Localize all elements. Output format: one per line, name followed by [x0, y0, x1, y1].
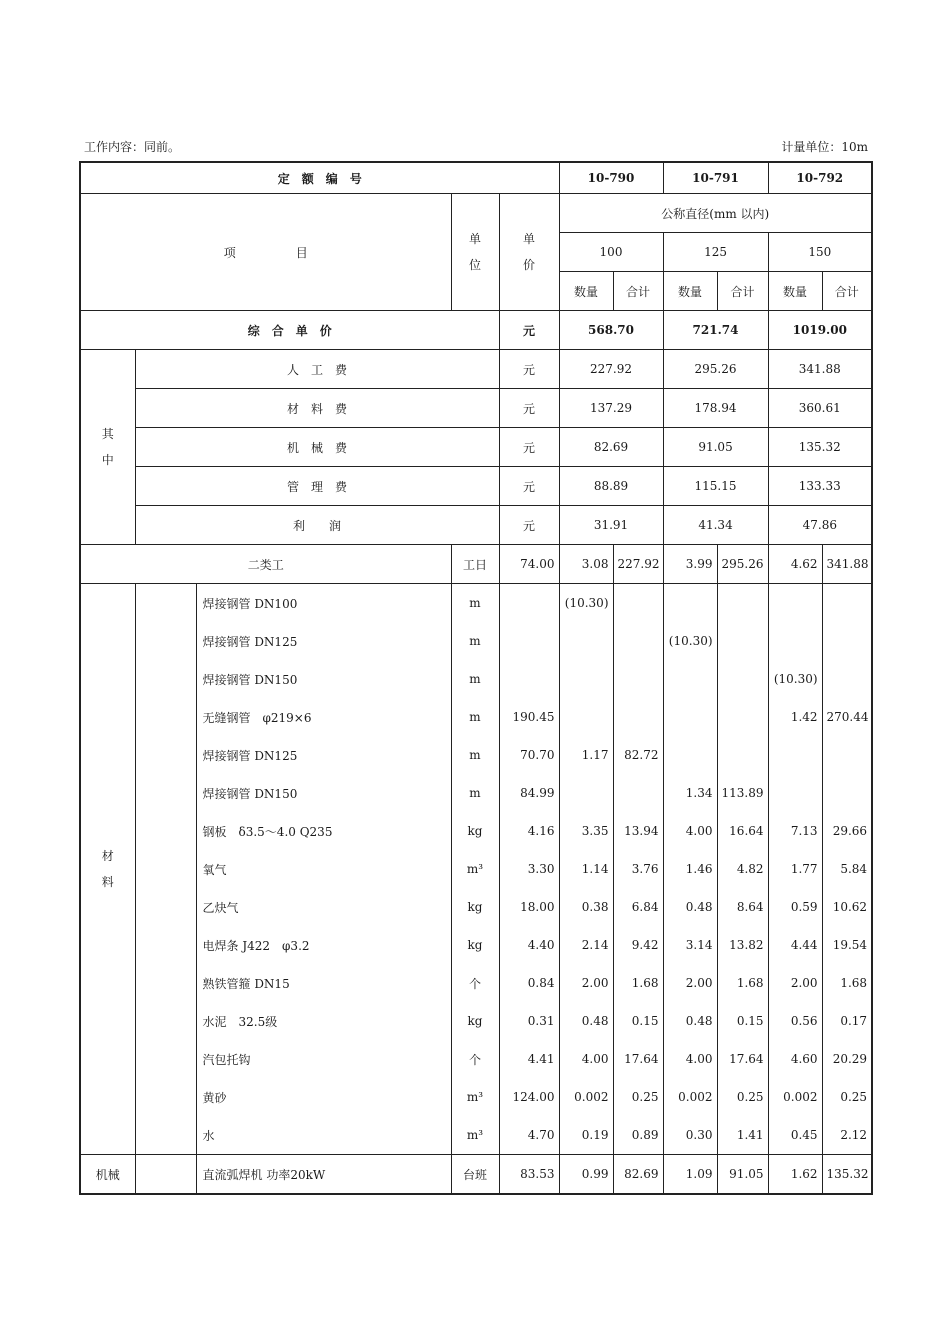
material-cell: 1.42 — [768, 698, 822, 736]
material-cell: 16.64 — [717, 812, 768, 850]
composite-unit: 元 — [499, 311, 559, 350]
material-cell: 4.00 — [559, 1040, 613, 1078]
material-price: 4.41 — [499, 1040, 559, 1078]
material-row — [80, 660, 872, 698]
breakdown-value: 31.91 — [559, 506, 663, 545]
material-name: 水 — [196, 1116, 451, 1155]
material-cell — [822, 660, 872, 698]
material-cell: 4.00 — [663, 1040, 717, 1078]
machinery-cell: 1.09 — [663, 1155, 717, 1195]
breakdown-label: 人 工 费 — [135, 350, 499, 389]
quota-code: 10-790 — [559, 162, 663, 194]
material-cell: 0.48 — [663, 888, 717, 926]
material-cell — [822, 774, 872, 812]
material-group-label — [80, 584, 135, 1155]
material-cell: 113.89 — [717, 774, 768, 812]
material-cell — [559, 698, 613, 736]
breakdown-unit: 元 — [499, 428, 559, 467]
breakdown-unit: 元 — [499, 389, 559, 428]
material-cell — [717, 698, 768, 736]
machinery-cell: 1.62 — [768, 1155, 822, 1195]
material-cell: 0.002 — [663, 1078, 717, 1116]
material-price: 18.00 — [499, 888, 559, 926]
material-price: 124.00 — [499, 1078, 559, 1116]
material-price: 4.40 — [499, 926, 559, 964]
material-cell: 3.35 — [559, 812, 613, 850]
material-cell: 9.42 — [613, 926, 663, 964]
price-header-char: 价 — [522, 258, 535, 272]
machinery-row — [80, 1155, 872, 1195]
material-row — [80, 736, 872, 774]
breakdown-value: 178.94 — [663, 389, 768, 428]
material-name: 熟铁管箍 DN15 — [196, 964, 451, 1002]
breakdown-label: 机 械 费 — [135, 428, 499, 467]
material-cell: 0.38 — [559, 888, 613, 926]
price-header — [499, 194, 559, 311]
material-cell: 0.15 — [613, 1002, 663, 1040]
unit-header — [451, 194, 499, 311]
material-name: 钢板 δ3.5～4.0 Q235 — [196, 812, 451, 850]
material-cell — [717, 584, 768, 623]
among-group-label — [80, 350, 135, 545]
material-name: 焊接钢管 DN150 — [196, 774, 451, 812]
machinery-cell: 91.05 — [717, 1155, 768, 1195]
material-unit: m — [451, 660, 499, 698]
material-cell — [613, 774, 663, 812]
breakdown-value: 47.86 — [768, 506, 872, 545]
material-cell: 2.14 — [559, 926, 613, 964]
material-row — [80, 850, 872, 888]
material-cell — [613, 584, 663, 623]
breakdown-row — [80, 506, 872, 545]
material-name: 无缝钢管 φ219×6 — [196, 698, 451, 736]
material-cell: 13.94 — [613, 812, 663, 850]
material-unit: 个 — [451, 964, 499, 1002]
material-subgroup — [135, 584, 196, 1155]
machinery-price: 83.53 — [499, 1155, 559, 1195]
breakdown-value: 115.15 — [663, 467, 768, 506]
material-row — [80, 698, 872, 736]
breakdown-row — [80, 350, 872, 389]
material-cell: 2.12 — [822, 1116, 872, 1155]
unit-header-char: 位 — [468, 258, 481, 272]
material-cell: (10.30) — [768, 660, 822, 698]
material-cell: 4.60 — [768, 1040, 822, 1078]
material-unit: kg — [451, 926, 499, 964]
material-cell — [717, 660, 768, 698]
breakdown-value: 135.32 — [768, 428, 872, 467]
composite-label: 综 合 单 价 — [80, 311, 499, 350]
work-content: 工作内容：同前。 — [84, 140, 181, 154]
labor-cell: 341.88 — [822, 545, 872, 584]
breakdown-unit: 元 — [499, 350, 559, 389]
material-row — [80, 584, 872, 623]
material-cell: 1.34 — [663, 774, 717, 812]
material-unit: m — [451, 774, 499, 812]
material-cell — [822, 622, 872, 660]
material-price — [499, 584, 559, 623]
breakdown-value: 295.26 — [663, 350, 768, 389]
material-row — [80, 888, 872, 926]
material-cell: 3.14 — [663, 926, 717, 964]
material-price: 4.16 — [499, 812, 559, 850]
sum-header: 合计 — [717, 272, 768, 311]
labor-cell: 3.08 — [559, 545, 613, 584]
material-unit: 个 — [451, 1040, 499, 1078]
composite-value: 721.74 — [663, 311, 768, 350]
quota-table — [79, 161, 873, 1195]
composite-value: 1019.00 — [768, 311, 872, 350]
material-cell: 13.82 — [717, 926, 768, 964]
labor-label: 二类工 — [80, 545, 451, 584]
material-cell: 0.30 — [663, 1116, 717, 1155]
material-name: 汽包托钩 — [196, 1040, 451, 1078]
material-cell: 0.17 — [822, 1002, 872, 1040]
material-cell: 3.76 — [613, 850, 663, 888]
material-cell — [663, 584, 717, 623]
material-unit: m — [451, 584, 499, 623]
material-row — [80, 1078, 872, 1116]
material-row — [80, 1116, 872, 1155]
material-cell: 1.46 — [663, 850, 717, 888]
material-unit: kg — [451, 888, 499, 926]
material-cell — [559, 774, 613, 812]
material-cell: 7.13 — [768, 812, 822, 850]
breakdown-value: 341.88 — [768, 350, 872, 389]
material-name: 焊接钢管 DN100 — [196, 584, 451, 623]
breakdown-row — [80, 428, 872, 467]
material-cell: 1.17 — [559, 736, 613, 774]
material-cell — [768, 622, 822, 660]
item-header-char: 目 — [295, 245, 308, 260]
materials-block — [80, 584, 872, 1155]
item-header — [80, 194, 451, 311]
unit-of-measure: 计量单位：10m — [781, 140, 868, 154]
material-cell: 0.48 — [559, 1002, 613, 1040]
machinery-unit: 台班 — [451, 1155, 499, 1195]
material-cell — [768, 736, 822, 774]
material-cell: 17.64 — [613, 1040, 663, 1078]
material-name: 焊接钢管 DN125 — [196, 736, 451, 774]
material-cell — [559, 622, 613, 660]
breakdown-row — [80, 389, 872, 428]
material-cell: 1.68 — [613, 964, 663, 1002]
material-cell — [822, 584, 872, 623]
labor-cell: 3.99 — [663, 545, 717, 584]
material-unit: m — [451, 698, 499, 736]
material-cell: 17.64 — [717, 1040, 768, 1078]
breakdown-value: 88.89 — [559, 467, 663, 506]
diameter-caption: 公称直径(mm 以内) — [559, 194, 872, 233]
material-cell: 19.54 — [822, 926, 872, 964]
machinery-cell: 0.99 — [559, 1155, 613, 1195]
material-unit: m³ — [451, 1078, 499, 1116]
material-price: 3.30 — [499, 850, 559, 888]
material-price: 0.84 — [499, 964, 559, 1002]
labor-cell: 4.62 — [768, 545, 822, 584]
material-row — [80, 622, 872, 660]
material-name: 水泥 32.5级 — [196, 1002, 451, 1040]
material-row — [80, 812, 872, 850]
material-row — [80, 774, 872, 812]
material-row — [80, 926, 872, 964]
material-unit: kg — [451, 812, 499, 850]
material-cell: 29.66 — [822, 812, 872, 850]
diameter-value: 100 — [559, 233, 663, 272]
material-cell: 1.68 — [822, 964, 872, 1002]
material-name: 焊接钢管 DN125 — [196, 622, 451, 660]
material-unit: m³ — [451, 850, 499, 888]
breakdown-value: 91.05 — [663, 428, 768, 467]
material-cell: 0.25 — [717, 1078, 768, 1116]
labor-price: 74.00 — [499, 545, 559, 584]
sum-header: 合计 — [822, 272, 872, 311]
material-cell — [717, 622, 768, 660]
breakdown-unit: 元 — [499, 506, 559, 545]
quota-code: 10-792 — [768, 162, 872, 194]
breakdown-label: 材 料 费 — [135, 389, 499, 428]
breakdown-value: 360.61 — [768, 389, 872, 428]
labor-cell: 227.92 — [613, 545, 663, 584]
material-group-char: 材 — [101, 849, 114, 863]
material-cell: 0.002 — [768, 1078, 822, 1116]
material-unit: m — [451, 736, 499, 774]
material-cell — [663, 736, 717, 774]
breakdown-value: 137.29 — [559, 389, 663, 428]
labor-cell: 295.26 — [717, 545, 768, 584]
qty-header: 数量 — [559, 272, 613, 311]
material-row — [80, 964, 872, 1002]
qty-header: 数量 — [768, 272, 822, 311]
material-cell: 2.00 — [559, 964, 613, 1002]
material-price: 4.70 — [499, 1116, 559, 1155]
unit-header-char: 单 — [468, 232, 481, 246]
material-cell: 5.84 — [822, 850, 872, 888]
material-cell — [613, 660, 663, 698]
material-cell — [663, 660, 717, 698]
composite-price-row — [80, 311, 872, 350]
material-cell: 0.89 — [613, 1116, 663, 1155]
material-cell — [613, 622, 663, 660]
material-cell: 1.68 — [717, 964, 768, 1002]
material-unit: kg — [451, 1002, 499, 1040]
price-header-char: 单 — [522, 232, 535, 246]
quota-code: 10-791 — [663, 162, 768, 194]
machinery-cell: 135.32 — [822, 1155, 872, 1195]
material-cell: 4.00 — [663, 812, 717, 850]
composite-value: 568.70 — [559, 311, 663, 350]
among-group-char: 中 — [101, 453, 114, 467]
material-cell — [822, 736, 872, 774]
breakdown-value: 227.92 — [559, 350, 663, 389]
labor-row — [80, 545, 872, 584]
qty-header: 数量 — [663, 272, 717, 311]
material-cell: 20.29 — [822, 1040, 872, 1078]
breakdown-value: 41.34 — [663, 506, 768, 545]
material-unit: m³ — [451, 1116, 499, 1155]
material-cell: 0.25 — [822, 1078, 872, 1116]
among-group-char: 其 — [101, 427, 114, 441]
material-cell: 0.48 — [663, 1002, 717, 1040]
machinery-group-label: 机械 — [80, 1155, 135, 1195]
breakdown-value: 82.69 — [559, 428, 663, 467]
breakdown-row — [80, 467, 872, 506]
material-price — [499, 660, 559, 698]
material-row — [80, 1040, 872, 1078]
material-cell: 0.56 — [768, 1002, 822, 1040]
material-cell: 10.62 — [822, 888, 872, 926]
material-cell: 0.19 — [559, 1116, 613, 1155]
material-cell — [663, 698, 717, 736]
material-cell: 0.45 — [768, 1116, 822, 1155]
machinery-subgroup — [135, 1155, 196, 1195]
breakdown-label: 管 理 费 — [135, 467, 499, 506]
material-cell: 2.00 — [768, 964, 822, 1002]
machinery-name: 直流弧焊机 功率20kW — [196, 1155, 451, 1195]
material-cell: 1.41 — [717, 1116, 768, 1155]
material-price: 0.31 — [499, 1002, 559, 1040]
breakdown-unit: 元 — [499, 467, 559, 506]
material-name: 焊接钢管 DN150 — [196, 660, 451, 698]
labor-unit: 工日 — [451, 545, 499, 584]
material-cell: 2.00 — [663, 964, 717, 1002]
quota-code-label: 定 额 编 号 — [80, 162, 559, 194]
material-group-char: 料 — [101, 875, 114, 889]
material-cell: 4.44 — [768, 926, 822, 964]
material-cell: 0.15 — [717, 1002, 768, 1040]
material-cell — [559, 660, 613, 698]
breakdown-label: 利 润 — [135, 506, 499, 545]
material-name: 黄砂 — [196, 1078, 451, 1116]
material-cell: 6.84 — [613, 888, 663, 926]
breakdown-value: 133.33 — [768, 467, 872, 506]
material-name: 电焊条 J422 φ3.2 — [196, 926, 451, 964]
material-cell — [768, 774, 822, 812]
material-cell: (10.30) — [663, 622, 717, 660]
sum-header: 合计 — [613, 272, 663, 311]
material-row — [80, 1002, 872, 1040]
material-price: 190.45 — [499, 698, 559, 736]
item-header-char: 项 — [223, 245, 236, 260]
material-cell: 1.14 — [559, 850, 613, 888]
material-cell: 4.82 — [717, 850, 768, 888]
diameter-value: 150 — [768, 233, 872, 272]
material-price: 70.70 — [499, 736, 559, 774]
material-cell — [717, 736, 768, 774]
material-name: 氧气 — [196, 850, 451, 888]
material-cell: 82.72 — [613, 736, 663, 774]
material-name: 乙炔气 — [196, 888, 451, 926]
material-unit: m — [451, 622, 499, 660]
material-cell: (10.30) — [559, 584, 613, 623]
material-cell — [613, 698, 663, 736]
material-cell: 0.59 — [768, 888, 822, 926]
material-cell: 0.25 — [613, 1078, 663, 1116]
quota-code-row — [80, 162, 872, 194]
material-cell — [768, 584, 822, 623]
material-price — [499, 622, 559, 660]
material-cell: 8.64 — [717, 888, 768, 926]
material-price: 84.99 — [499, 774, 559, 812]
diameter-value: 125 — [663, 233, 768, 272]
machinery-cell: 82.69 — [613, 1155, 663, 1195]
material-cell: 0.002 — [559, 1078, 613, 1116]
header-row-diameter — [80, 194, 872, 233]
material-cell: 1.77 — [768, 850, 822, 888]
material-cell: 270.44 — [822, 698, 872, 736]
